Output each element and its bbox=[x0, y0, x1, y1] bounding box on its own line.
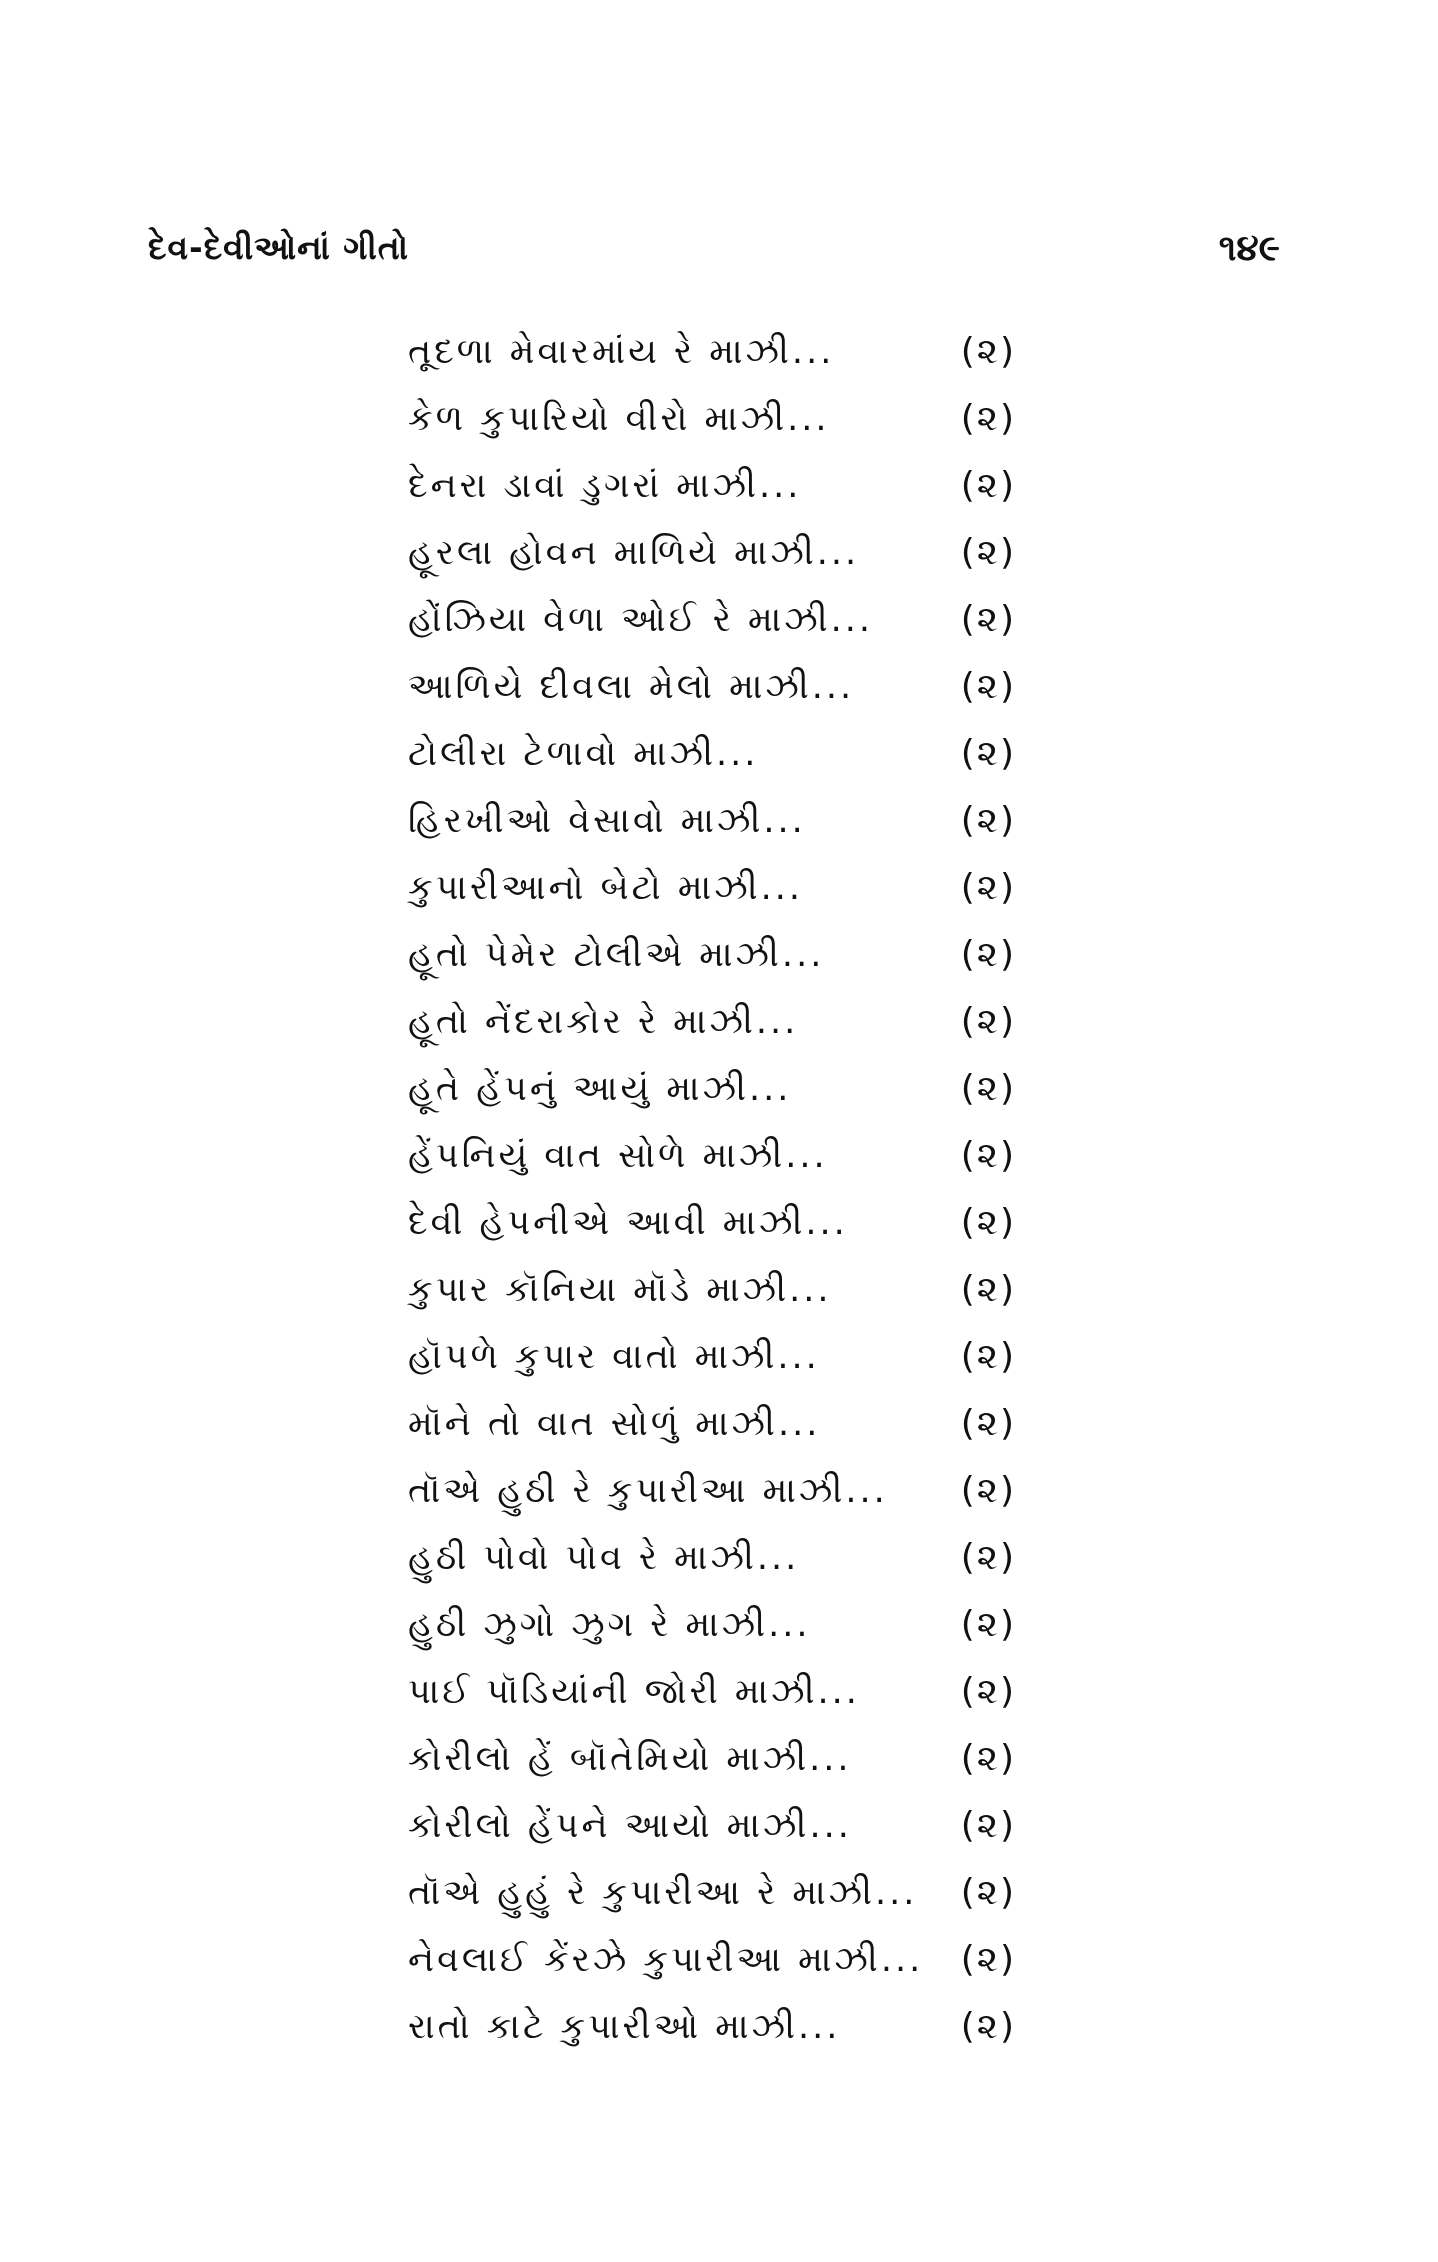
refrain-marker: (૨) bbox=[960, 1871, 1016, 1913]
refrain-marker: (૨) bbox=[960, 1000, 1016, 1042]
verse-text: હુઠી ઝુગો ઝુગ રે માઝી... bbox=[408, 1604, 811, 1645]
verse-text: હૂરલા હોવન માળિયે માઝી... bbox=[408, 532, 860, 573]
verse-text: કોરીલો હેં બૉતેમિયો માઝી... bbox=[408, 1738, 852, 1779]
refrain-marker: (૨) bbox=[960, 1402, 1016, 1444]
verse-line bbox=[408, 519, 1028, 586]
verse-text: હૂતો પેમેર ટોલીએ માઝી... bbox=[408, 934, 825, 975]
song-verses bbox=[408, 318, 1028, 2060]
verse-text: હુઠી પોવો પોવ રે માઝી... bbox=[408, 1537, 800, 1578]
refrain-marker: (૨) bbox=[960, 1603, 1016, 1645]
refrain-marker: (૨) bbox=[960, 531, 1016, 573]
refrain-marker: (૨) bbox=[960, 799, 1016, 841]
refrain-marker: (૨) bbox=[960, 665, 1016, 707]
refrain-marker: (૨) bbox=[960, 1268, 1016, 1310]
refrain-marker: (૨) bbox=[960, 933, 1016, 975]
verse-line bbox=[408, 1323, 1028, 1390]
verse-line bbox=[408, 854, 1028, 921]
verse-text: કુપારીઆનો બેટો માઝી... bbox=[408, 867, 803, 908]
verse-line bbox=[408, 318, 1028, 385]
verse-line bbox=[408, 1926, 1028, 1993]
refrain-marker: (૨) bbox=[960, 1469, 1016, 1511]
verse-text: હૂતો નેંદરાકોર રે માઝી... bbox=[408, 1001, 799, 1042]
verse-text: હૉપળે કુપાર વાતો માઝી... bbox=[408, 1336, 820, 1377]
verse-text: દેવી હેપનીએ આવી માઝી... bbox=[408, 1202, 848, 1243]
page-number: ૧૪૯ bbox=[1218, 228, 1280, 269]
verse-text: કોરીલો હેંપને આયો માઝી... bbox=[408, 1805, 852, 1846]
verse-line bbox=[408, 1725, 1028, 1792]
refrain-marker: (૨) bbox=[960, 1670, 1016, 1712]
verse-line bbox=[408, 787, 1028, 854]
running-title: દેવ-દેવીઓનાં ગીતો bbox=[148, 228, 409, 267]
verse-text: દેનરા ડાવાં ડુગરાં માઝી... bbox=[408, 465, 802, 506]
verse-text: હૂતે હેંપનું આયું માઝી... bbox=[408, 1068, 792, 1109]
verse-line bbox=[408, 385, 1028, 452]
verse-line bbox=[408, 1792, 1028, 1859]
refrain-marker: (૨) bbox=[960, 330, 1016, 372]
refrain-marker: (૨) bbox=[960, 732, 1016, 774]
verse-text: હોંઝિયા વેળા ઓઈ રે માઝી... bbox=[408, 599, 874, 640]
refrain-marker: (૨) bbox=[960, 866, 1016, 908]
verse-line bbox=[408, 1993, 1028, 2060]
verse-text: પાઈ પૉડિયાંની જોરી માઝી... bbox=[408, 1671, 860, 1712]
verse-line bbox=[408, 1189, 1028, 1256]
refrain-marker: (૨) bbox=[960, 1536, 1016, 1578]
verse-text: રાતો કાટે કુપારીઓ માઝી... bbox=[408, 2006, 841, 2047]
verse-line bbox=[408, 1256, 1028, 1323]
refrain-marker: (૨) bbox=[960, 1335, 1016, 1377]
verse-line bbox=[408, 1859, 1028, 1926]
refrain-marker: (૨) bbox=[960, 1134, 1016, 1176]
refrain-marker: (૨) bbox=[960, 1737, 1016, 1779]
verse-line bbox=[408, 988, 1028, 1055]
verse-text: નેવલાઈ કેંરઝે કુપારીઆ માઝી... bbox=[408, 1939, 924, 1980]
refrain-marker: (૨) bbox=[960, 464, 1016, 506]
refrain-marker: (૨) bbox=[960, 1067, 1016, 1109]
refrain-marker: (૨) bbox=[960, 397, 1016, 439]
verse-text: આળિયે દીવલા મેલો માઝી... bbox=[408, 666, 855, 707]
verse-text: તૉએ હુઠી રે કુપારીઆ માઝી... bbox=[408, 1470, 888, 1511]
verse-line bbox=[408, 1524, 1028, 1591]
refrain-marker: (૨) bbox=[960, 598, 1016, 640]
verse-text: હિરખીઓ વેસાવો માઝી... bbox=[408, 800, 806, 841]
verse-text: તૂદળા મેવારમાંય રે માઝી... bbox=[408, 331, 835, 372]
verse-text: તૉએ હુહું રે કુપારીઆ રે માઝી... bbox=[408, 1872, 918, 1913]
verse-line bbox=[408, 653, 1028, 720]
verse-text: ટોલીરા ટેળાવો માઝી... bbox=[408, 733, 759, 774]
verse-line bbox=[408, 586, 1028, 653]
verse-line bbox=[408, 1122, 1028, 1189]
verse-text: હેંપનિયું વાત સોળે માઝી... bbox=[408, 1135, 828, 1176]
refrain-marker: (૨) bbox=[960, 1804, 1016, 1846]
verse-line bbox=[408, 452, 1028, 519]
verse-line bbox=[408, 1658, 1028, 1725]
verse-line bbox=[408, 1591, 1028, 1658]
refrain-marker: (૨) bbox=[960, 2005, 1016, 2047]
verse-line bbox=[408, 720, 1028, 787]
verse-line bbox=[408, 1390, 1028, 1457]
verse-line bbox=[408, 1055, 1028, 1122]
verse-line bbox=[408, 921, 1028, 988]
verse-line bbox=[408, 1457, 1028, 1524]
refrain-marker: (૨) bbox=[960, 1201, 1016, 1243]
verse-text: મૉને તો વાત સોળું માઝી... bbox=[408, 1403, 821, 1444]
verse-text: કેળ કુપારિયો વીરો માઝી... bbox=[408, 398, 830, 439]
verse-text: કુપાર કૉનિયા મૉડે માઝી... bbox=[408, 1269, 832, 1310]
refrain-marker: (૨) bbox=[960, 1938, 1016, 1980]
